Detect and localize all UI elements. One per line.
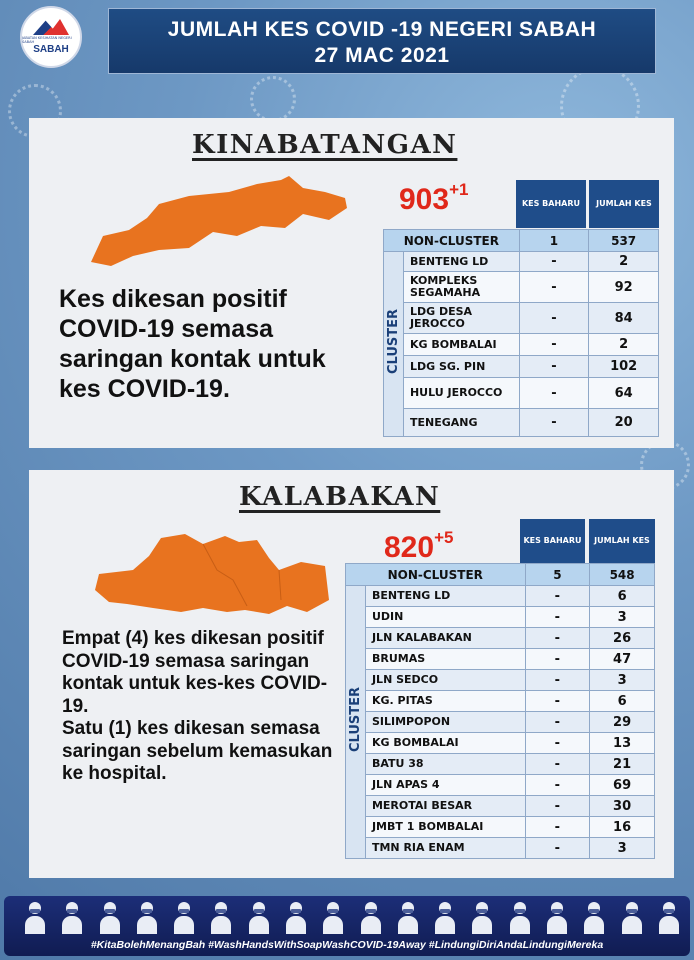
district-total: [384, 528, 453, 565]
cluster-new: -: [525, 838, 590, 859]
non-cluster-row: [384, 230, 659, 252]
table-row: [384, 356, 659, 378]
footer-banner: [4, 896, 690, 956]
cluster-new: -: [525, 649, 590, 670]
district-description: [62, 628, 342, 786]
cluster-new: -: [525, 607, 590, 628]
kalabakan-map-icon: [93, 530, 331, 616]
table-row: [384, 409, 659, 437]
cluster-total: 92: [589, 272, 659, 303]
col-header-new: KES BAHARU: [520, 519, 585, 563]
cluster-name: BRUMAS: [365, 649, 525, 670]
cluster-table-kalabakan: [345, 563, 655, 859]
cluster-total: 30: [590, 796, 655, 817]
district-total: [399, 180, 468, 217]
cluster-name: KG BOMBALAI: [365, 733, 525, 754]
cluster-new: -: [525, 712, 590, 733]
cluster-name: BENTENG LD: [403, 252, 519, 272]
col-header-new: KES BAHARU: [516, 180, 586, 228]
non-cluster-label: NON-CLUSTER: [384, 230, 520, 252]
person-icon: [583, 900, 605, 934]
cluster-name: KOMPLEKS SEGAMAHA: [403, 272, 519, 303]
cluster-name: LDG SG. PIN: [403, 356, 519, 378]
table-row: [346, 754, 655, 775]
table-row: [346, 838, 655, 859]
cluster-name: JMBT 1 BOMBALAI: [365, 817, 525, 838]
virus-decoration: [250, 76, 296, 122]
table-row: [384, 303, 659, 334]
cluster-total: 3: [590, 838, 655, 859]
cluster-new: -: [525, 628, 590, 649]
person-icon: [24, 900, 46, 934]
cluster-name: BENTENG LD: [365, 586, 525, 607]
non-cluster-label: NON-CLUSTER: [346, 564, 526, 586]
table-row: [346, 586, 655, 607]
cluster-total: 21: [590, 754, 655, 775]
cluster-total: 6: [590, 691, 655, 712]
non-cluster-row: [346, 564, 655, 586]
cluster-new: -: [525, 796, 590, 817]
person-icon: [360, 900, 382, 934]
cluster-total: 69: [590, 775, 655, 796]
cluster-name: SILIMPOPON: [365, 712, 525, 733]
person-icon: [546, 900, 568, 934]
cluster-name: TMN RIA ENAM: [365, 838, 525, 859]
mountain-logo-icon: [33, 19, 69, 35]
cluster-new: -: [519, 378, 589, 409]
person-icon: [173, 900, 195, 934]
cluster-new: -: [525, 775, 590, 796]
cluster-total: 6: [590, 586, 655, 607]
person-icon: [509, 900, 531, 934]
cluster-total: 29: [590, 712, 655, 733]
total-count: 820: [384, 531, 435, 564]
cluster-total: 102: [589, 356, 659, 378]
table-row: [384, 252, 659, 272]
page-title: JUMLAH KES COVID -19 NEGERI SABAH: [167, 18, 597, 41]
cluster-new: -: [519, 334, 589, 356]
col-header-total: JUMLAH KES: [589, 180, 659, 228]
kinabatangan-map-icon: [89, 174, 351, 274]
cluster-name: MEROTAI BESAR: [365, 796, 525, 817]
cluster-new: -: [525, 586, 590, 607]
cluster-total: 3: [590, 670, 655, 691]
cluster-label: CLUSTER: [346, 586, 366, 859]
new-count: +5: [434, 528, 454, 547]
cluster-name: BATU 38: [365, 754, 525, 775]
person-icon: [621, 900, 643, 934]
sabah-health-logo: [20, 6, 82, 68]
cluster-new: -: [525, 733, 590, 754]
table-row: [346, 628, 655, 649]
table-row: [346, 775, 655, 796]
person-icon: [658, 900, 680, 934]
table-row: [346, 733, 655, 754]
table-row: [384, 272, 659, 303]
cluster-new: -: [519, 409, 589, 437]
district-title: KALABAKAN: [239, 482, 441, 512]
cluster-total: 16: [590, 817, 655, 838]
cluster-new: -: [519, 252, 589, 272]
table-row: [346, 817, 655, 838]
person-icon: [99, 900, 121, 934]
cluster-total: 84: [589, 303, 659, 334]
cluster-new: -: [519, 356, 589, 378]
table-row: [346, 691, 655, 712]
non-cluster-total: 548: [590, 564, 655, 586]
person-icon: [136, 900, 158, 934]
table-row: [384, 378, 659, 409]
cluster-total: 2: [589, 252, 659, 272]
total-count: 903: [399, 183, 450, 216]
table-row: [346, 607, 655, 628]
cluster-name: UDIN: [365, 607, 525, 628]
cluster-name: JLN APAS 4: [365, 775, 525, 796]
cluster-total: 13: [590, 733, 655, 754]
non-cluster-new: 5: [525, 564, 590, 586]
logo-tagline: JABATAN KESIHATAN NEGERI SABAH: [22, 36, 72, 44]
cluster-new: -: [525, 670, 590, 691]
district-title: KINABATANGAN: [192, 130, 458, 160]
table-row: [346, 649, 655, 670]
col-header-total: JUMLAH KES: [589, 519, 655, 563]
cluster-name: HULU JEROCCO: [403, 378, 519, 409]
cluster-name: JLN SEDCO: [365, 670, 525, 691]
cluster-table-kinabatangan: [383, 229, 659, 437]
non-cluster-new: 1: [519, 230, 589, 252]
non-cluster-total: 537: [589, 230, 659, 252]
cluster-label: CLUSTER: [384, 252, 404, 437]
cluster-total: 47: [590, 649, 655, 670]
description-paragraph: Empat (4) kes dikesan positif COVID-19 semasa saringan kontak untuk kes-kes COVID-19.: [62, 628, 328, 717]
page-header: [108, 8, 656, 74]
cluster-new: -: [519, 272, 589, 303]
cluster-total: 2: [589, 334, 659, 356]
cluster-name: TENEGANG: [403, 409, 519, 437]
cluster-total: 3: [590, 607, 655, 628]
cluster-total: 26: [590, 628, 655, 649]
cluster-name: KG. PITAS: [365, 691, 525, 712]
cluster-new: -: [525, 754, 590, 775]
district-description: Kes dikesan positif COVID-19 semasa saringan kontak untuk kes COVID-19.: [59, 285, 326, 403]
person-icon: [210, 900, 232, 934]
cluster-new: -: [525, 817, 590, 838]
table-row: [346, 796, 655, 817]
cluster-total: 64: [589, 378, 659, 409]
cluster-total: 20: [589, 409, 659, 437]
cluster-new: -: [525, 691, 590, 712]
cluster-name: KG BOMBALAI: [403, 334, 519, 356]
new-count: +1: [449, 180, 469, 199]
person-icon: [471, 900, 493, 934]
person-icon: [322, 900, 344, 934]
logo-name: SABAH: [33, 44, 69, 55]
person-icon: [434, 900, 456, 934]
cluster-new: -: [519, 303, 589, 334]
table-row: [384, 334, 659, 356]
frontliner-figures: [24, 900, 680, 934]
person-icon: [397, 900, 419, 934]
table-row: [346, 670, 655, 691]
cluster-name: JLN KALABAKAN: [365, 628, 525, 649]
page-date: 27 MAC 2021: [314, 44, 450, 67]
person-icon: [248, 900, 270, 934]
cluster-name: LDG DESA JEROCCO: [403, 303, 519, 334]
footer-hashtags: #KitaBolehMenangBah #WashHandsWithSoapWashCOVID-19Away #LindungiDiriAndaLindungiMereka: [90, 939, 604, 951]
person-icon: [61, 900, 83, 934]
person-icon: [285, 900, 307, 934]
description-paragraph: Satu (1) kes dikesan semasa saringan sebelum kemasukan ke hospital.: [62, 718, 333, 784]
table-row: [346, 712, 655, 733]
